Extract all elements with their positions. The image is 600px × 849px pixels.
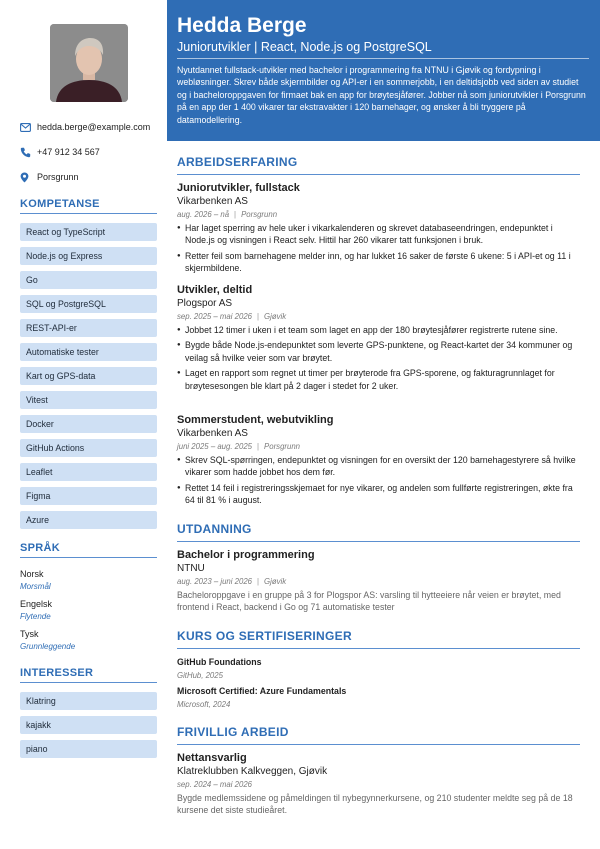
job-dates: juni 2025 – aug. 2025 — [177, 442, 253, 451]
profile-photo — [50, 24, 128, 102]
skill-chip: SQL og PostgreSQL — [20, 295, 157, 313]
job-org: Plogspor AS — [177, 298, 233, 309]
education-dates: aug. 2023 – juni 2026 — [177, 577, 253, 586]
language-level: Flytende — [20, 612, 51, 621]
certifications-heading: KURS OG SERTIFISERINGER — [177, 629, 580, 649]
email-text: hedda.berge@example.com — [37, 122, 151, 132]
volunteer-dates: sep. 2024 – mai 2026 — [177, 780, 252, 789]
skill-chip: Azure — [20, 511, 157, 529]
skill-chip: Node.js og Express — [20, 247, 157, 265]
phone-icon — [20, 146, 36, 158]
skill-chip: REST-API-er — [20, 319, 157, 337]
job-meta: sep. 2025 – mai 2026 | Gjøvik — [177, 312, 287, 321]
job-dates: sep. 2025 – mai 2026 — [177, 312, 252, 321]
job-bullet: ● Laget en rapport som regnet ut timer per brøyterode fra GPS-sporene, og fakturagrunnlaget for brøytesesongen ble klart på 2 dager i stedet for 2 uker. — [177, 367, 582, 392]
volunteer-role: Nettansvarlig — [177, 752, 247, 764]
language-name: Engelsk — [20, 599, 53, 609]
school-name: NTNU — [177, 563, 205, 574]
education-description: Bacheloroppgave i en gruppe på 3 for Plogspor AS: varsling til hytteeiere når veien er brøytet, med frontend i React, backend i Go og 71 automatiske tester — [177, 590, 561, 613]
skill-chip: Figma — [20, 487, 157, 505]
job-dates: aug. 2026 – nå — [177, 210, 230, 219]
job-meta: juni 2025 – aug. 2025 | Porsgrunn — [177, 442, 301, 451]
interest-chip: piano — [20, 740, 157, 758]
contact-location — [20, 170, 79, 184]
skill-chip: Vitest — [20, 391, 157, 409]
job-org: Vikarbenken AS — [177, 196, 248, 207]
job-place: Porsgrunn — [264, 442, 301, 451]
languages-heading: SPRÅK — [20, 542, 157, 558]
skill-chip: React og TypeScript — [20, 223, 157, 241]
language-name: Tysk — [20, 629, 39, 639]
skill-chip: Leaflet — [20, 463, 157, 481]
certification-name: GitHub Foundations — [177, 657, 262, 667]
job-bullets — [177, 454, 582, 510]
contact-phone[interactable] — [20, 145, 100, 159]
certification-name: Microsoft Certified: Azure Fundamentals — [177, 686, 347, 696]
interest-chip: kajakk — [20, 716, 157, 734]
job-bullet: ● Retter feil som barnehagene melder inn, og har lukket 16 saker de første 6 ukene: 5 i API-et og 11 i skjermbildene. — [177, 250, 582, 275]
certification-meta: Microsoft, 2024 — [177, 700, 231, 709]
job-bullets — [177, 324, 582, 395]
volunteer-org: Klatreklubben Kalkveggen, Gjøvik — [177, 766, 328, 777]
education-meta: aug. 2023 – juni 2026 | Gjøvik — [177, 577, 287, 586]
interests-heading: INTERESSER — [20, 667, 157, 683]
contact-email[interactable] — [20, 120, 150, 134]
map-pin-icon — [20, 171, 36, 183]
education-place: Gjøvik — [264, 577, 287, 586]
person-title: Juniorutvikler | React, Node.js og PostgreSQL — [177, 40, 432, 54]
job-bullet: ● Bygde både Node.js-endepunktet som leverte GPS-punktene, og React-kartet der 34 kommuner og veilag så hvilke veier som var brøytet. — [177, 339, 582, 364]
skill-chip: Go — [20, 271, 157, 289]
job-bullet: ● Jobbet 12 timer i uken i et team som laget en app der 180 brøytesjåfører registrerte rutene sine. — [177, 324, 582, 336]
education-heading: UTDANNING — [177, 522, 580, 542]
language-level: Morsmål — [20, 582, 51, 591]
job-place: Porsgrunn — [241, 210, 278, 219]
skill-chip: Docker — [20, 415, 157, 433]
job-bullet: ● Har laget sperring av hele uker i vikarkalenderen og skrevet databaseendringen, endepunktet i Node.js og visningen i React selv. Hittil har 260 vikarer tatt funksjonen i bruk. — [177, 222, 582, 247]
degree-title: Bachelor i programmering — [177, 549, 315, 561]
job-bullet: ● Rettet 14 feil i registreringsskjemaet for nye vikarer, og andelen som fullførte registreringen, økte fra 64 til 81 % i august. — [177, 482, 582, 507]
experience-heading: ARBEIDSERFARING — [177, 155, 580, 175]
location-text: Porsgrunn — [37, 172, 79, 182]
summary-text: Nyutdannet fullstack-utvikler med bachelor i programmering fra NTNU i Gjøvik og fordypning i webløsninger. Skrev både skjermbilder og API-er i en sommerjobb, i en deltidsjobb ved siden av studiet og i bacheloroppgaven for firmaet bak en app for brøytesjåfører. Jobber nå som juniorutvikler i Porsgrunn på en app der 1 400 vikarer tar ekstravakter i 120 barnehager, og ønsker å bli tryggere på datamodellering. — [177, 65, 586, 125]
language-name: Norsk — [20, 569, 44, 579]
language-level: Grunnleggende — [20, 642, 76, 651]
job-place: Gjøvik — [264, 312, 287, 321]
sidebar — [0, 0, 167, 849]
job-bullets — [177, 222, 582, 278]
skill-chip: Kart og GPS-data — [20, 367, 157, 385]
job-meta: aug. 2026 – nå | Porsgrunn — [177, 210, 278, 219]
interest-chip: Klatring — [20, 692, 157, 710]
job-title: Sommerstudent, webutvikling — [177, 414, 334, 426]
phone-text: +47 912 34 567 — [37, 147, 100, 157]
volunteer-description: Bygde medlemssidene og påmeldingen til nybegynnerkursene, og 210 studenter meldte seg på de 18 kursene det siste studieåret. — [177, 793, 573, 816]
job-org: Vikarbenken AS — [177, 428, 248, 439]
header-divider — [177, 58, 589, 59]
certification-meta: GitHub, 2025 — [177, 671, 223, 680]
volunteer-heading: FRIVILLIG ARBEID — [177, 725, 580, 745]
job-title: Utvikler, deltid — [177, 284, 253, 296]
job-title: Juniorutvikler, fullstack — [177, 182, 300, 194]
skill-chip: GitHub Actions — [20, 439, 157, 457]
person-name: Hedda Berge — [177, 14, 307, 37]
main-column — [167, 0, 600, 849]
job-bullet: ● Skrev SQL-spørringen, endepunktet og visningen for en oversikt der 120 barnehagestyrere så hvilke vikarer som hadde jobbet hos dem før. — [177, 454, 582, 479]
skills-heading: KOMPETANSE — [20, 198, 157, 214]
envelope-icon — [20, 121, 36, 133]
skill-chip: Automatiske tester — [20, 343, 157, 361]
header — [167, 0, 600, 141]
